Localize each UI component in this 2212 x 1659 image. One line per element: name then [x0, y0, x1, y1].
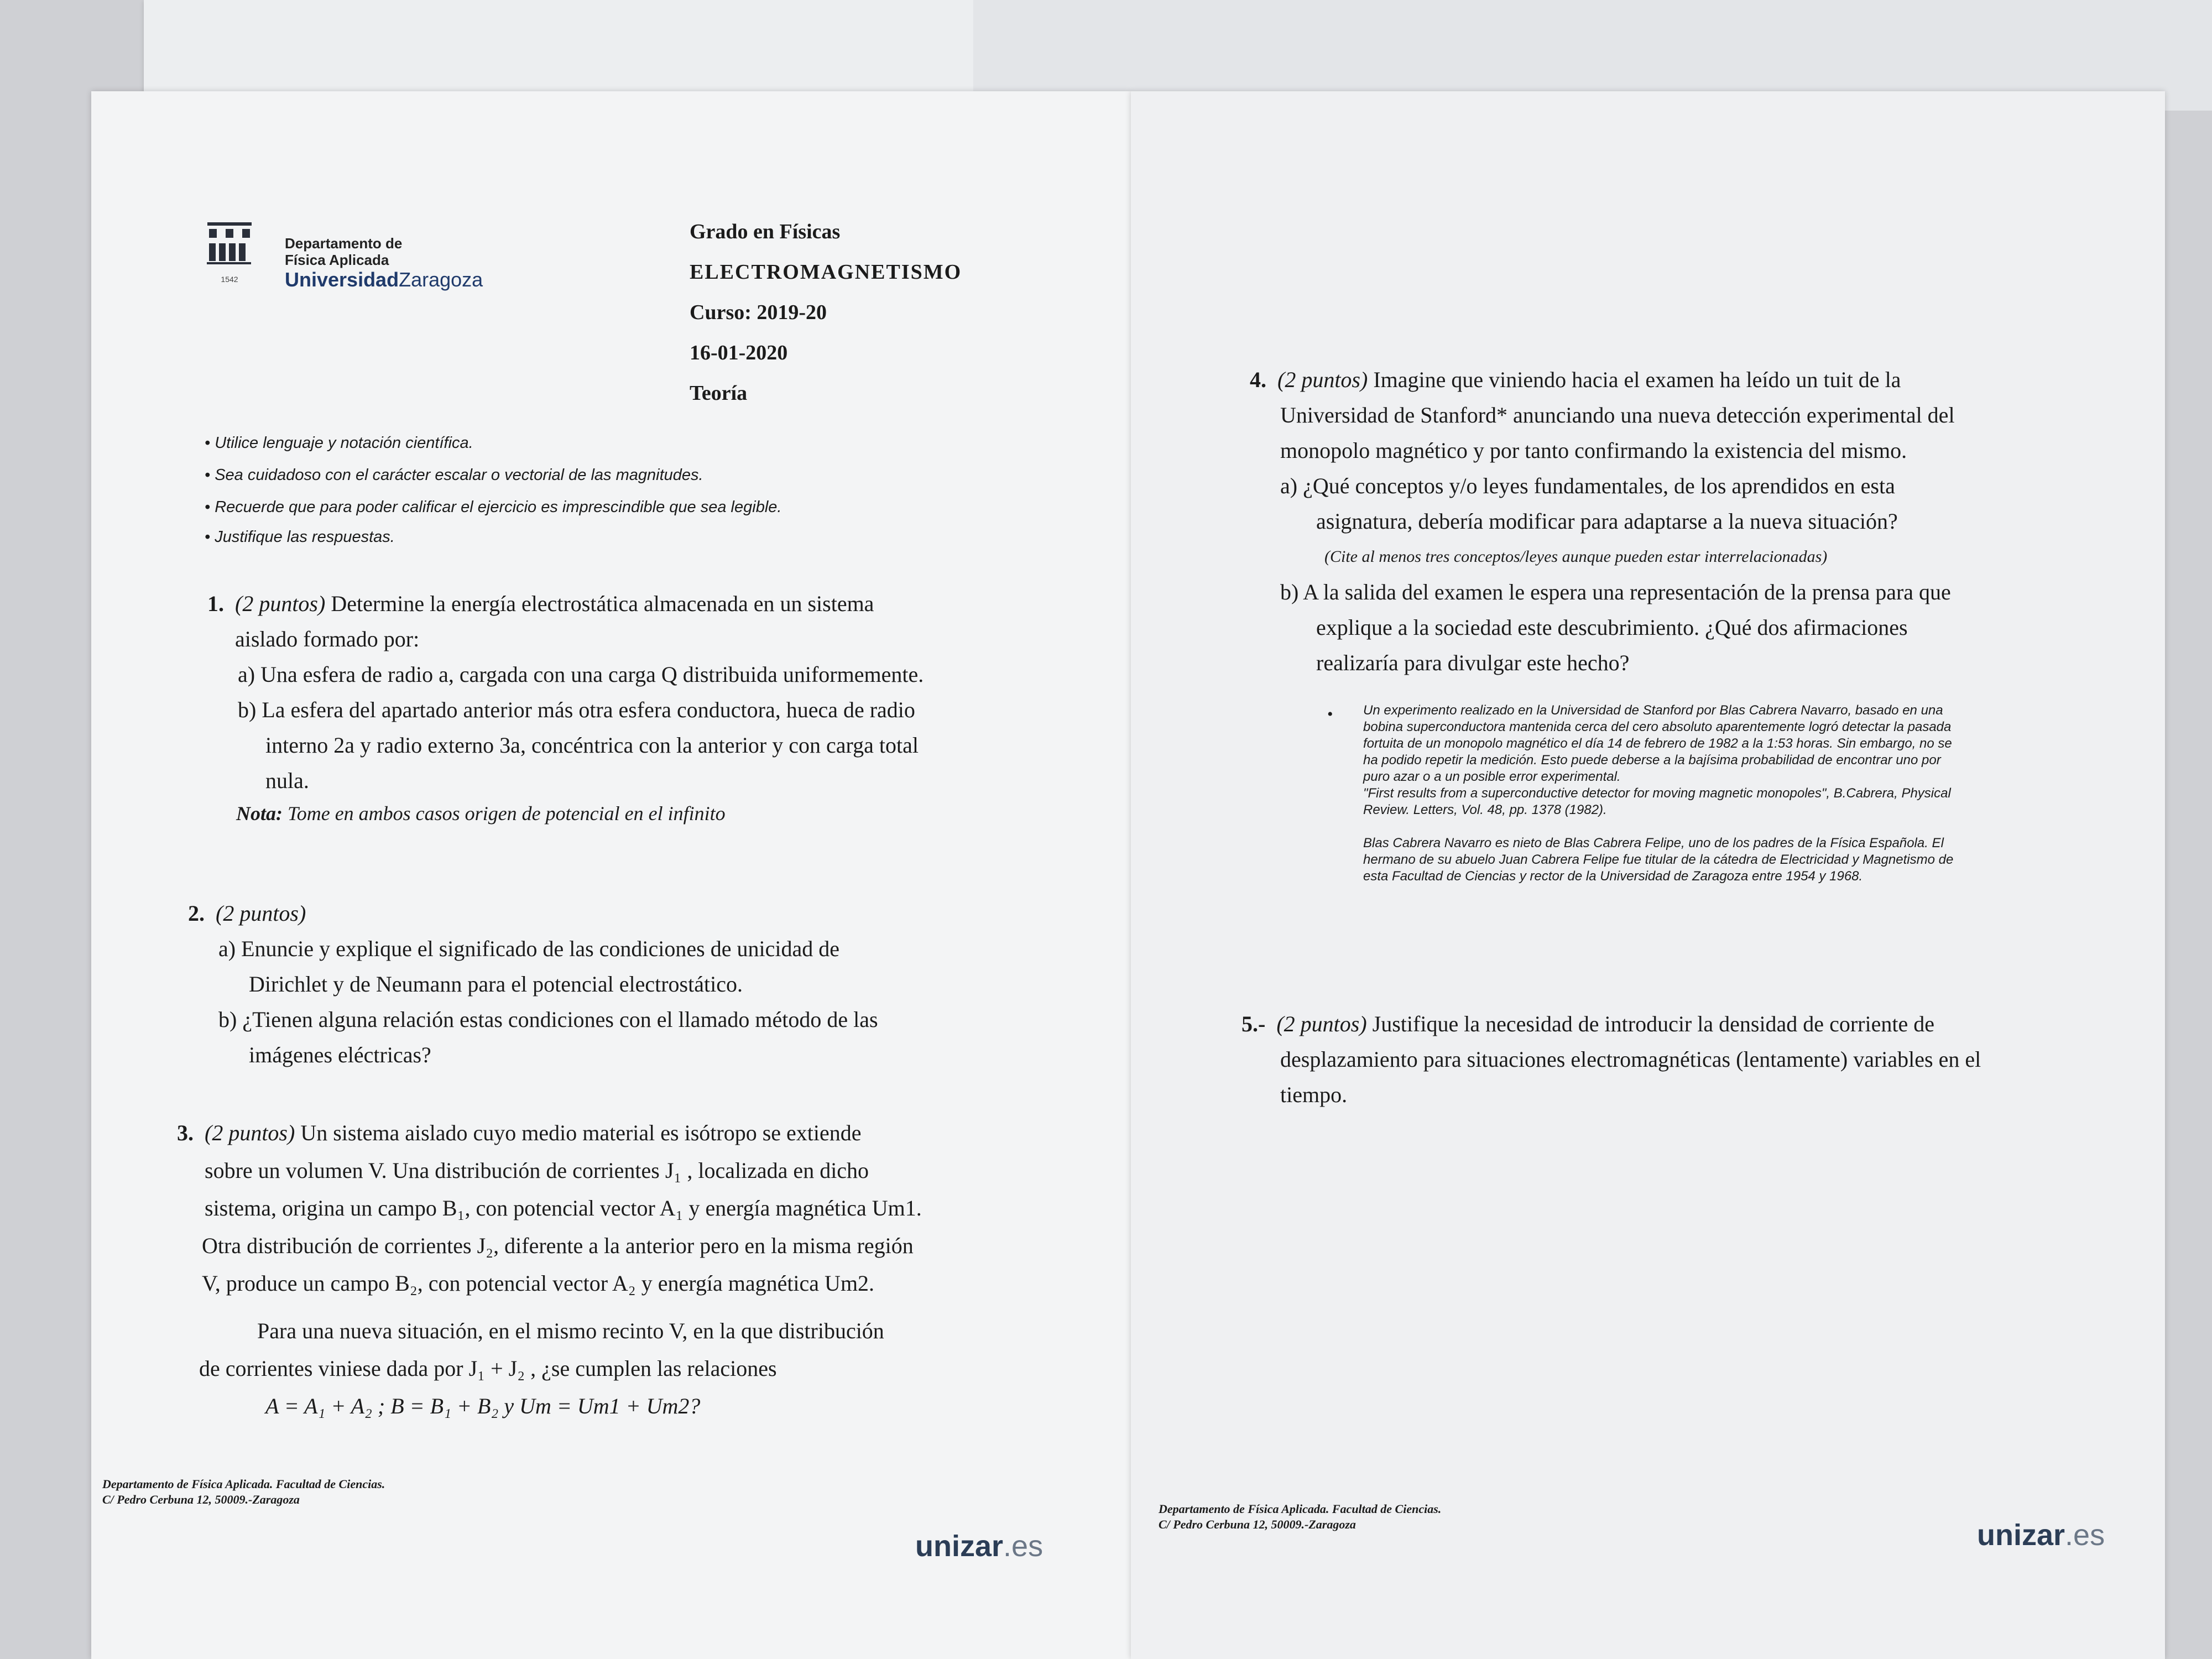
q2-part-b-line2: imágenes eléctricas?: [249, 1042, 431, 1067]
q3-text-line2: sobre un volumen V. Una distribución de corrientes J₁ , localizada en dicho: [205, 1158, 869, 1183]
q4-points: (2 puntos): [1277, 367, 1368, 392]
unizar-brand-left[interactable]: unizar.es: [915, 1530, 1044, 1563]
q5-points: (2 puntos): [1276, 1011, 1367, 1036]
q5-text-line3: tiempo.: [1280, 1082, 1348, 1107]
q1-text-line2: aislado formado por:: [235, 627, 420, 651]
q5-text-line1: Justifique la necesidad de introducir la densidad de corriente de: [1366, 1011, 1934, 1036]
q3-text-line6: Para una nueva situación, en el mismo recinto V, en la que distribución: [257, 1318, 884, 1343]
q4-text-line2: Universidad de Stanford* anunciando una nueva detección experimental del: [1280, 403, 1955, 427]
exam-page-left: [91, 91, 1131, 1659]
department-name-line2: Física Aplicada: [285, 252, 389, 268]
q4-part-b-line3: realizaría para divulgar este hecho?: [1316, 650, 1630, 675]
question-4: [1250, 362, 2135, 681]
subject-title: ELECTROMAGNETISMO: [690, 260, 962, 284]
q4-part-a-line2: asignatura, debería modificar para adaptarse a la nueva situación?: [1316, 509, 1898, 534]
instruction-2: • Sea cuidadoso con el carácter escalar o vectorial de las magnitudes.: [205, 466, 703, 484]
q3-equation: A = A₁ + A₂ ; B = B₁ + B₂ y Um = Um1 + Um2?: [265, 1394, 701, 1418]
q2-points: (2 puntos): [216, 901, 306, 926]
unizar-brand-right[interactable]: unizar.es: [1977, 1519, 2105, 1552]
question-1: [207, 586, 1120, 799]
q1-part-b-line1: b) La esfera del apartado anterior más otra esfera conductora, hueca de radio: [238, 697, 915, 722]
q1-part-a: a) Una esfera de radio a, cargada con una carga Q distribuida uniformemente.: [238, 662, 924, 687]
exam-page-right: [1131, 91, 2165, 1659]
exam-part: Teoría: [690, 382, 748, 405]
q4-text-line1: Imagine que viniendo hacia el examen ha leído un tuit de la: [1368, 367, 1901, 392]
stanford-footnote: Un experimento realizado en la Universidad de Stanford por Blas Cabrera Navarro, basado en una bobina superconductora mantenida cerca del cero absoluto aparentemente logró detectar la pasada fortuita de un monopolo magnético el día 14 de febrero de 1982 a la 1:53 horas. Sin embargo, no se ha podido repetir la medición. Esto puede deberse a la bajísima probabilidad de encontrar uno por puro azar o a un posible error experimental. "First results from a superconductive detector for moving magnetic monopoles", B.Cabrera, Physical Review. Letters, Vol. 48, pp. 1378 (1982). Blas Cabrera Navarro es nieto de Blas Cabrera Felipe, uno de los padres de la Física Española. El hermano de su abuelo Juan Cabrera Felipe fue titular de la cátedra de Electricidad y Magnetismo de esta Facultad de Ciencias y rector de la Universidad de Zaragoza entre 1954 y 1968.: [1363, 703, 1954, 884]
q4-number: 4.: [1250, 367, 1266, 392]
q4-text-line3: monopolo magnético y por tanto confirmando la existencia del mismo.: [1280, 438, 1907, 463]
university-crest-icon: [205, 221, 254, 284]
q3-number: 3.: [177, 1120, 194, 1145]
question-2: [188, 896, 1100, 1073]
q4-part-a-note: (Cite al menos tres conceptos/leyes aunque pueden estar interrelacionadas): [1324, 547, 1828, 566]
q1-points: (2 puntos): [235, 591, 326, 616]
q3-text-line4: Otra distribución de corrientes J₂, diferente a la anterior pero en la misma región: [202, 1233, 914, 1258]
q3-text-line7: de corrientes viniese dada por J₁ + J₂ , ¿se cumplen las relaciones: [199, 1356, 777, 1381]
q3-text-line1: Un sistema aislado cuyo medio material es isótropo se extiende: [295, 1120, 862, 1145]
q2-part-b-line1: b) ¿Tienen alguna relación estas condiciones con el llamado método de las: [218, 1007, 878, 1032]
footnote-bullet: •: [1327, 705, 1333, 723]
crest-year: 1542: [221, 275, 238, 284]
degree-title: Grado en Físicas: [690, 220, 841, 243]
course-year: Curso: 2019-20: [690, 301, 827, 324]
q3-text-line5: V, produce un campo B₂, con potencial vector A₂ y energía magnética Um2.: [202, 1271, 875, 1296]
right-footer-address: Departamento de Física Aplicada. Facultad de Ciencias. C/ Pedro Cerbuna 12, 50009.-Zaragoza: [1159, 1502, 1442, 1531]
q1-part-b-line3: nula.: [265, 768, 309, 793]
background-sheet: [144, 0, 973, 94]
q5-text-line2: desplazamiento para situaciones electromagnéticas (lentamente) variables en el: [1280, 1047, 1981, 1072]
q2-part-a-line2: Dirichlet y de Neumann para el potencial electrostático.: [249, 972, 743, 997]
q5-number: 5.-: [1241, 1011, 1266, 1036]
question-3: [177, 1114, 1106, 1425]
q4-part-b-line1: b) A la salida del examen le espera una representación de la prensa para que: [1280, 580, 1951, 604]
instruction-3: • Recuerde que para poder calificar el ejercicio es imprescindible que sea legible.: [205, 498, 782, 516]
q1-text-line1: Determine la energía electrostática almacenada en un sistema: [325, 591, 874, 616]
department-name-line1: Departamento de: [285, 235, 403, 252]
university-name: UniversidadZaragoza: [285, 268, 483, 291]
instruction-4: • Justifique las respuestas.: [205, 528, 395, 546]
q2-part-a-line1: a) Enuncie y explique el significado de las condiciones de unicidad de: [218, 936, 839, 961]
question-5: [1241, 1006, 2104, 1113]
q3-points: (2 puntos): [205, 1120, 295, 1145]
q1-part-b-line2: interno 2a y radio externo 3a, concéntrica con la anterior y con carga total: [265, 733, 919, 758]
q1-number: 1.: [207, 591, 224, 616]
q2-number: 2.: [188, 901, 205, 926]
q1-note: Nota: Tome en ambos casos origen de potencial en el infinito: [236, 802, 726, 825]
q4-part-a-line1: a) ¿Qué conceptos y/o leyes fundamentales, de los aprendidos en esta: [1280, 473, 1895, 498]
left-footer-address: Departamento de Física Aplicada. Facultad de Ciencias. C/ Pedro Cerbuna 12, 50009.-Zaragoza: [102, 1477, 385, 1506]
instruction-1: • Utilice lenguaje y notación científica.: [205, 434, 473, 452]
q4-part-b-line2: explique a la sociedad este descubrimiento. ¿Qué dos afirmaciones: [1316, 615, 1908, 640]
q3-text-line3: sistema, origina un campo B₁, con potencial vector A₁ y energía magnética Um1.: [205, 1196, 922, 1220]
exam-date: 16-01-2020: [690, 341, 788, 364]
